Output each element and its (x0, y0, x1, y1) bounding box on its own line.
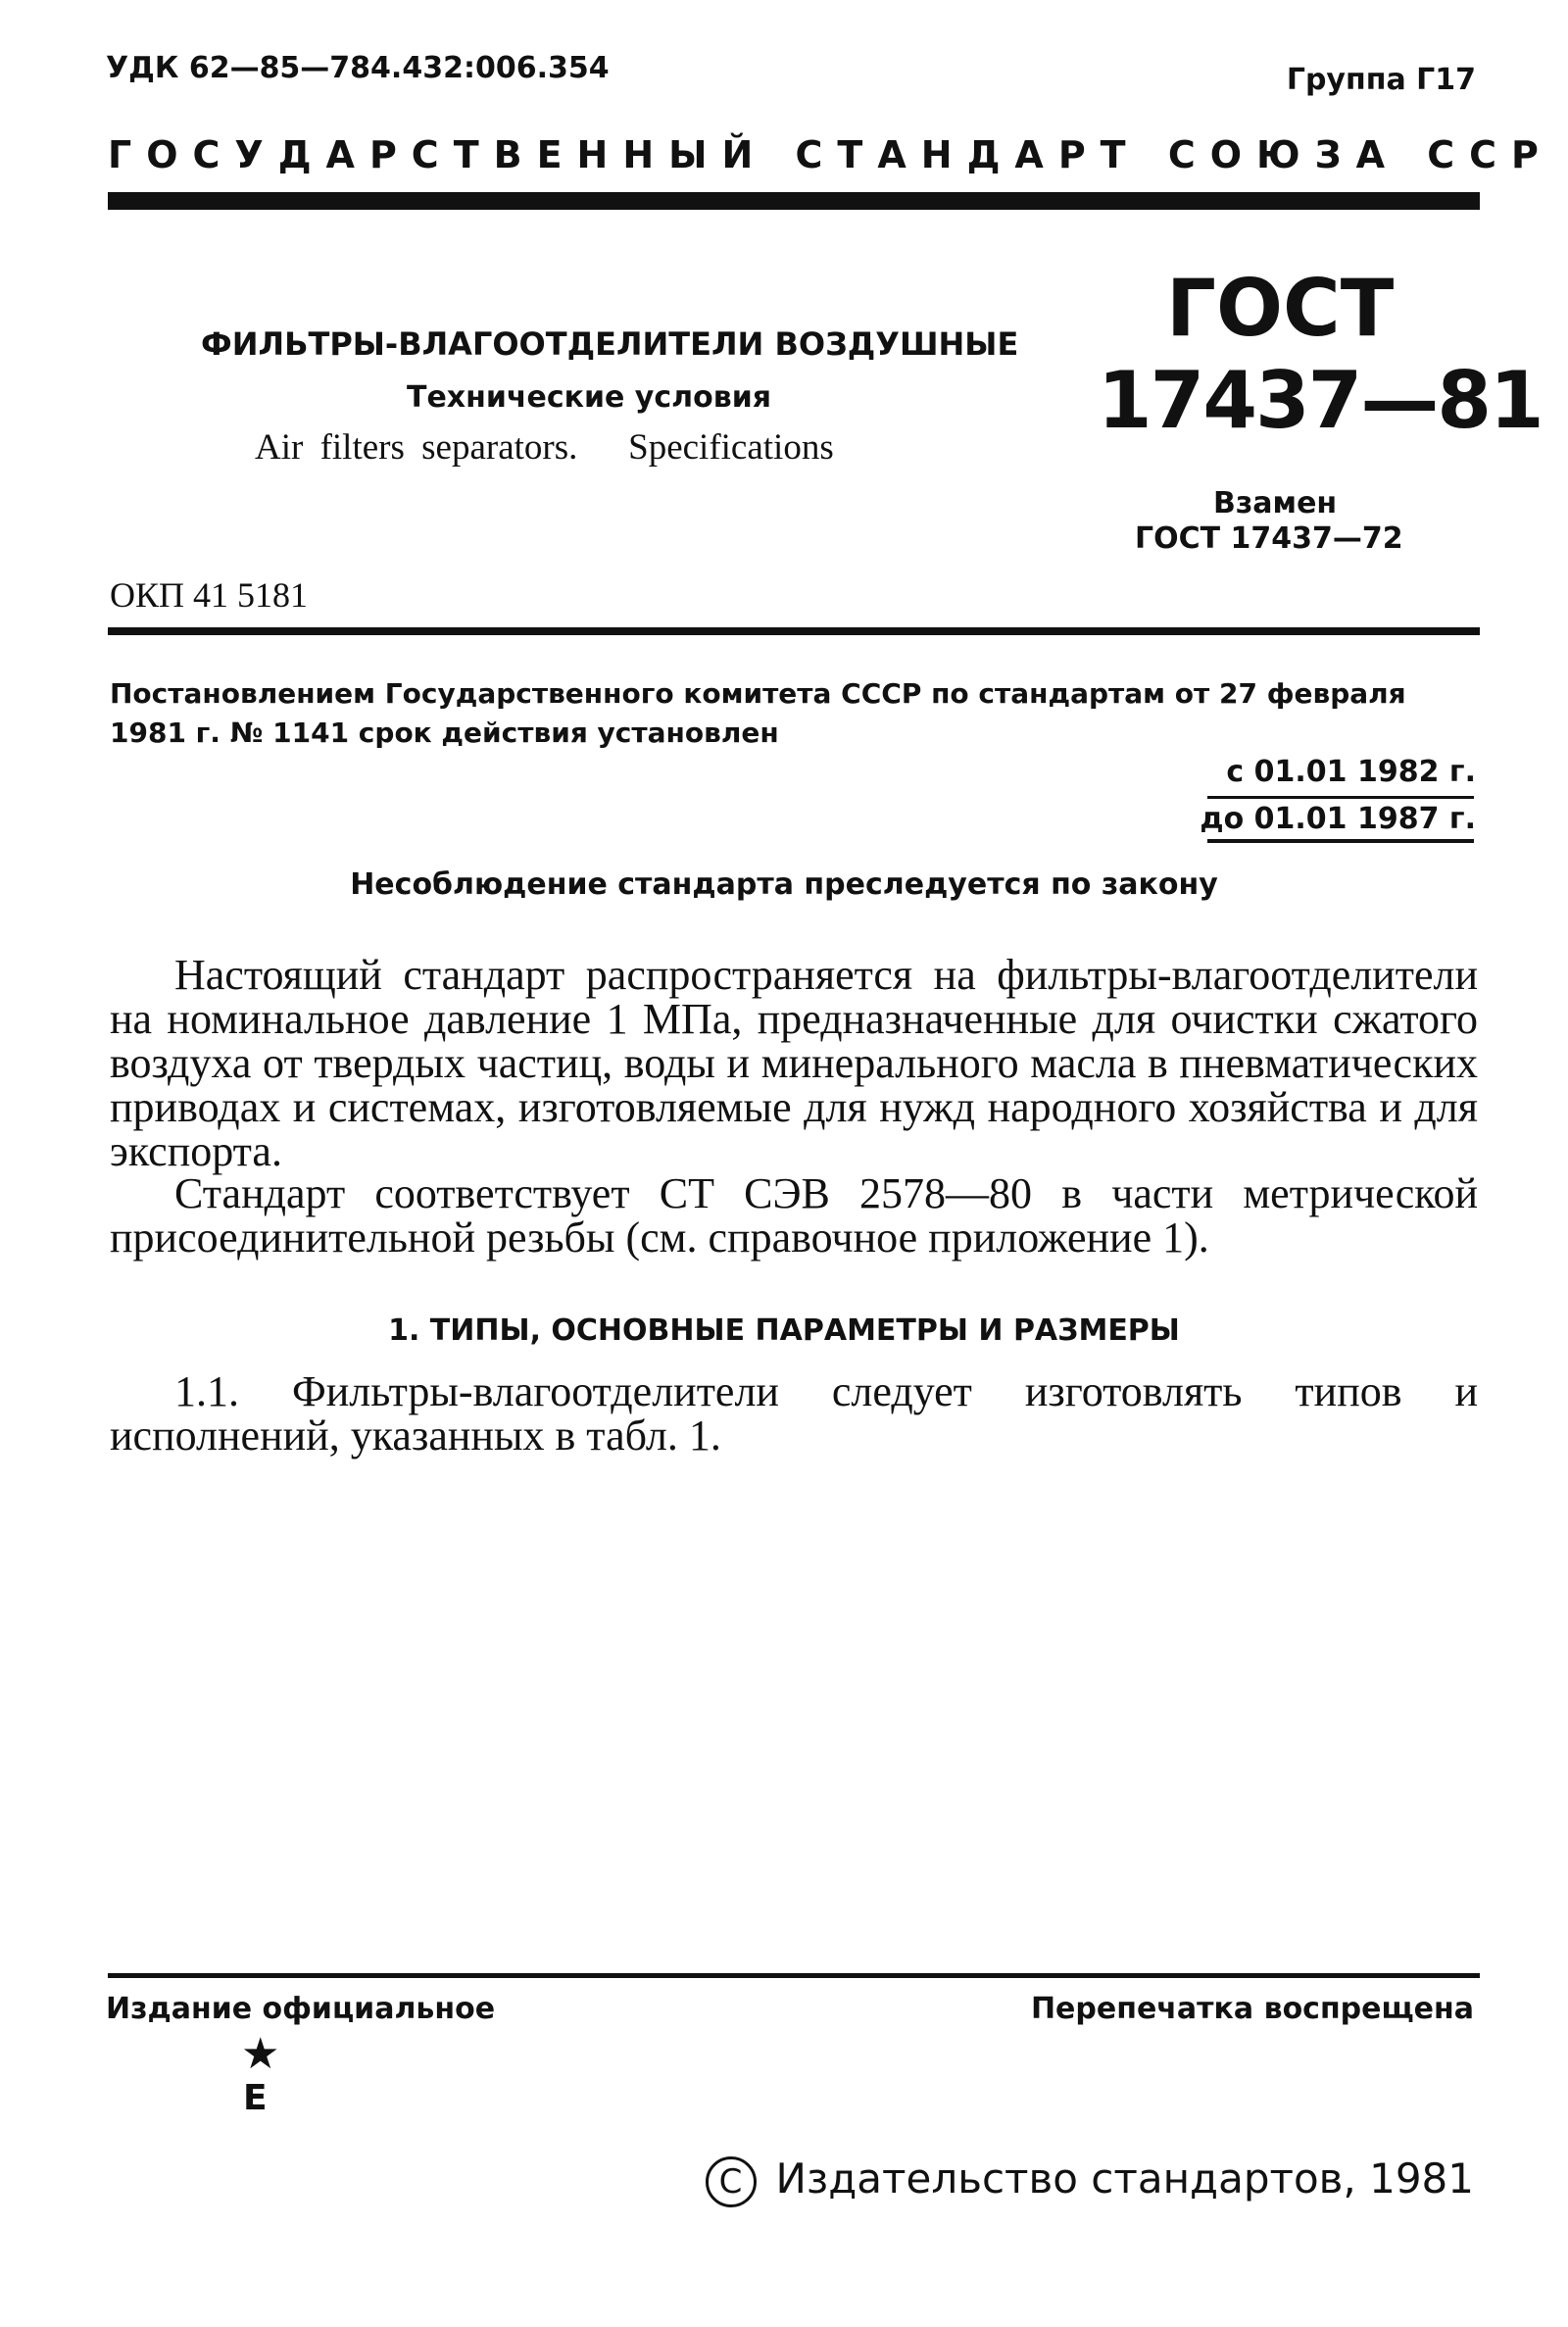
clause-paragraph: 1.1. Фильтры-влагоотделители следует изготовлять типов и исполнений, указанных в табл. 1. (110, 1367, 1478, 1460)
footer-rule (108, 1973, 1480, 1978)
group-code: Группа Г17 (1286, 63, 1476, 97)
valid-from-date: с 01.01 1982 г. (1226, 755, 1476, 789)
star-icon: ★ (241, 2029, 280, 2079)
udk-code: УДК 62—85—784.432:006.354 (106, 51, 610, 85)
publisher-name: Издательство стандартов, 1981 (775, 2154, 1474, 2203)
header-rule (108, 192, 1480, 210)
gost-number: 17437—81 (1098, 355, 1543, 446)
valid-to-date: до 01.01 1987 г. (1200, 802, 1476, 836)
gost-label: ГОСТ (1166, 263, 1395, 354)
legal-notice: Несоблюдение стандарта преследуется по закону (350, 867, 1218, 902)
section-heading: 1. ТИПЫ, ОСНОВНЫЕ ПАРАМЕТРЫ И РАЗМЕРЫ (388, 1313, 1180, 1348)
publisher-line (706, 2154, 1474, 2207)
document-subtitle: Технические условия (407, 380, 771, 415)
decree-text: Постановлением Государственного комитета СССР по стандартам от 27 февраля 1981 г. № 1141 срок действия установлен (110, 677, 1406, 749)
replaces-label: Взамен (1213, 486, 1338, 520)
no-reprint-label: Перепечатка воспрещена (1030, 1992, 1474, 2026)
replaced-standard: ГОСТ 17437—72 (1135, 521, 1403, 556)
okp-code: ОКП 41 5181 (110, 575, 309, 615)
validity-divider (1207, 796, 1474, 799)
document-title-english: Air filters separators. Specifications (255, 427, 834, 468)
document-title: ФИЛЬТРЫ-ВЛАГООТДЕЛИТЕЛИ ВОЗДУШНЫЕ (201, 325, 1019, 363)
compliance-paragraph: Стандарт соответствует СТ СЭВ 2578—80 в части метрической присоединительной резьбы (см. справочное приложение 1). (110, 1169, 1478, 1262)
official-edition-label: Издание официальное (106, 1992, 496, 2026)
validity-underline (1207, 839, 1474, 843)
copyright-icon: C (706, 2156, 757, 2207)
edition-letter: Е (243, 2078, 268, 2118)
title-block-rule (108, 627, 1480, 635)
scope-paragraph: Настоящий стандарт распространяется на фильтры-влагоотделители на номинальное давление 1 МПа, предназначенные для очистки сжатого воздуха от твердых частиц, воды и минерального масла в пневматических приводах и системах, изготовляемые для нужд народного хозяйства и для экспорта. (110, 951, 1478, 1175)
state-standard-banner: ГОСУДАРСТВЕННЫЙ СТАНДАРТ СОЮЗА ССР (108, 133, 1553, 176)
